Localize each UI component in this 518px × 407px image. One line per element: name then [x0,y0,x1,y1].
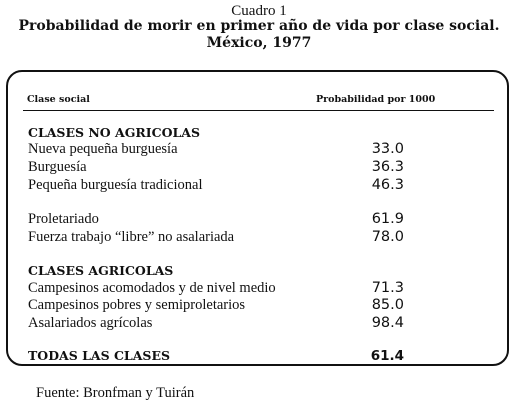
row-value: 61.9 [371,211,404,227]
row-label: Fuerza trabajo “libre” no asalariada [28,229,235,245]
total-row [0,348,518,367]
row-value: 71.3 [371,280,404,296]
table-row [0,315,518,334]
row-label: Asalariados agrícolas [28,315,153,331]
table-row [0,159,518,178]
row-label: Nueva pequeña burguesía [28,141,178,157]
table-row [0,211,518,230]
row-label: CLASES AGRICOLAS [28,263,174,278]
row-label: TODAS LAS CLASES [28,348,170,363]
row-value: 61.4 [370,348,404,364]
table-subtitle: México, 1977 [206,35,312,51]
column-header-probability: Probabilidad por 1000 [316,94,436,105]
table-row [0,177,518,196]
row-label: Campesinos acomodados y de nivel medio [28,280,276,296]
row-label: CLASES NO AGRICOLAS [28,125,200,140]
row-label: Burguesía [28,159,87,175]
table-row [0,297,518,316]
table-title: Probabilidad de morir en primer año de vida por clase social. [18,18,500,34]
row-value: 46.3 [371,177,404,193]
table-row [0,229,518,248]
table-number: Cuadro 1 [231,3,287,19]
row-value: 85.0 [371,297,404,313]
row-value: 36.3 [371,159,404,175]
row-label: Campesinos pobres y semiproletarios [28,297,246,313]
row-value: 78.0 [371,229,404,245]
row-value: 33.0 [371,141,404,157]
row-label: Proletariado [28,211,99,227]
column-header-class: Clase social [27,94,90,105]
table-row [0,141,518,160]
source-note: Fuente: Bronfman y Tuirán [36,385,195,401]
row-label: Pequeña burguesía tradicional [28,177,203,193]
row-value: 98.4 [371,315,404,331]
header-rule [23,110,494,111]
